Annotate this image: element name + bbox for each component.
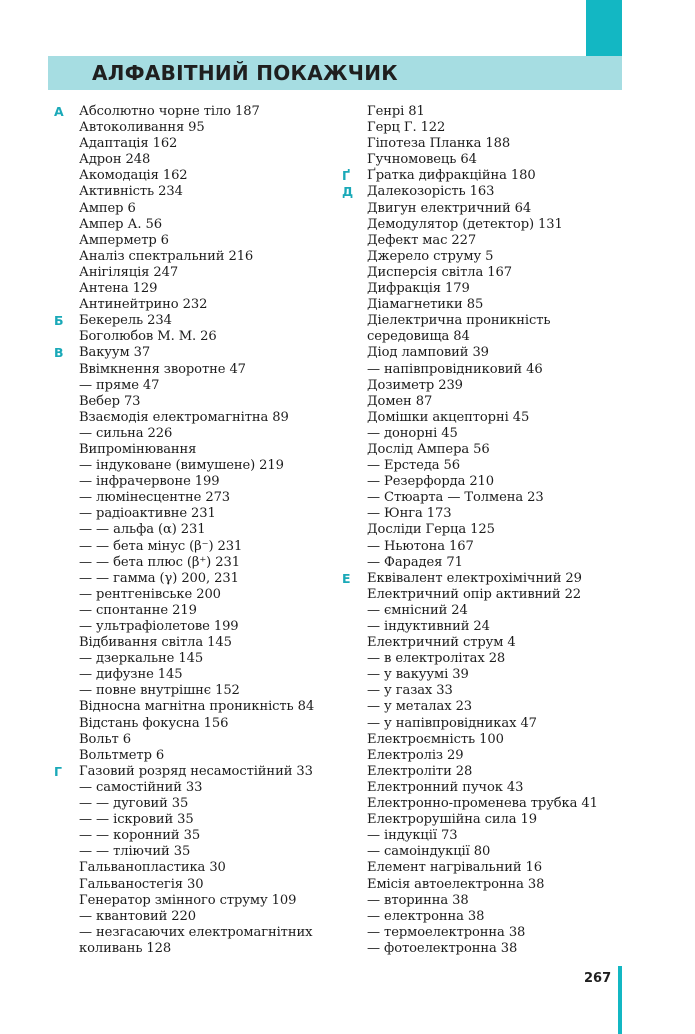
index-entry-text: коливань 128: [79, 940, 172, 956]
index-entry-text: Електроємність 100: [367, 731, 504, 747]
header-band: [48, 56, 622, 90]
index-entry-text: Вольтметр 6: [79, 747, 165, 763]
index-entry-text: Еквівалент електрохімічний 29: [367, 570, 582, 586]
index-entry-text: Електронний пучок 43: [367, 779, 524, 795]
index-entry-text: — Ерстеда 56: [367, 458, 461, 474]
index-entry-text: — у газах 33: [367, 683, 453, 699]
index-entry-text: Боголюбов М. М. 26: [79, 329, 217, 345]
index-entry: [342, 941, 622, 957]
index-entry: [342, 812, 622, 828]
index-entry-text: Антинейтрино 232: [79, 297, 208, 313]
index-entry-text: Діамагнетики 85: [367, 297, 484, 313]
index-entry-text: — — альфа (α) 231: [79, 522, 206, 538]
index-entry: [342, 394, 622, 410]
index-entry-text: — самоіндукції 80: [367, 844, 491, 860]
index-column-right: [342, 104, 622, 957]
index-entry-text: Генератор змінного струму 109: [79, 892, 297, 908]
index-entry: [54, 683, 339, 699]
index-entry-text: Адрон 248: [79, 152, 151, 168]
index-entry-text: Гучномовець 64: [367, 152, 477, 168]
index-entry-text: — дзеркальне 145: [79, 651, 204, 667]
index-entry-text: Ґратка дифракційна 180: [367, 168, 536, 184]
index-entry: [342, 555, 622, 571]
index-entry-text: — — бета мінус (β⁻) 231: [79, 538, 243, 554]
index-entry: [342, 378, 622, 394]
index-entry-text: Електричний струм 4: [367, 635, 516, 651]
index-entry: [342, 780, 622, 796]
index-entry: [342, 925, 622, 941]
index-entry-text: — вторинна 38: [367, 892, 469, 908]
index-entry-text: Акомодація 162: [79, 168, 188, 184]
index-entry-text: — Стюарта — Толмена 23: [367, 490, 544, 506]
index-entry-text: Домішки акцепторні 45: [367, 409, 530, 425]
index-entry-text: Автоколивання 95: [79, 120, 205, 136]
index-entry: [54, 184, 339, 200]
index-entry: [54, 699, 339, 715]
section-letter: Е: [342, 570, 351, 586]
index-entry: [342, 716, 622, 732]
index-entry: [342, 764, 622, 780]
index-column-left: [54, 104, 339, 957]
index-entry-text: Ампер 6: [79, 200, 136, 216]
index-entry: [54, 844, 339, 860]
index-entry-text: Амперметр 6: [79, 232, 169, 248]
page-number: 267: [584, 971, 612, 986]
index-entry-text: — дифузне 145: [79, 667, 183, 683]
index-entry-text: — рентгенівське 200: [79, 586, 221, 602]
index-entry: [54, 104, 339, 120]
index-entry: [342, 587, 622, 603]
index-entry: [54, 603, 339, 619]
index-entry: [54, 168, 339, 184]
index-entry-text: — в електролітах 28: [367, 651, 506, 667]
index-entry: [342, 893, 622, 909]
index-entry: [54, 394, 339, 410]
index-entry-text: — Ньютона 167: [367, 538, 474, 554]
index-entry: [342, 860, 622, 876]
index-entry: [342, 506, 622, 522]
index-entry-text: — пряме 47: [79, 377, 160, 393]
index-entry: [54, 555, 339, 571]
index-entry-text: Вакуум 37: [79, 345, 151, 361]
index-entry: [342, 410, 622, 426]
index-entry: [54, 796, 339, 812]
index-entry: [342, 249, 622, 265]
index-entry: [54, 217, 339, 233]
index-entry-text: — — тліючий 35: [79, 844, 191, 860]
index-entry-text: — — бета плюс (β⁺) 231: [79, 554, 240, 570]
top-accent-bar: [586, 0, 622, 56]
index-entry: [342, 619, 622, 635]
index-entry: [342, 603, 622, 619]
index-entry-text: Абсолютно чорне тіло 187: [79, 104, 260, 119]
index-entry: [54, 716, 339, 732]
index-entry: [342, 136, 622, 152]
index-entry: [54, 474, 339, 490]
index-entry-text: — індуковане (вимушене) 219: [79, 458, 284, 474]
index-entry-text: — радіоактивне 231: [79, 506, 216, 522]
index-entry-text: — донорні 45: [367, 425, 458, 441]
index-entry: [342, 329, 622, 345]
index-entry-text: — незгасаючих електромагнітних: [79, 924, 313, 940]
index-entry: [54, 265, 339, 281]
index-entry: [342, 217, 622, 233]
index-entry-text: — термоелектронна 38: [367, 924, 526, 940]
index-entry-text: Бекерель 234: [79, 313, 172, 329]
index-entry: [342, 844, 622, 860]
index-entry: [54, 780, 339, 796]
index-entry: [54, 667, 339, 683]
index-entry: [54, 877, 339, 893]
index-entry-text: Антена 129: [79, 281, 158, 297]
index-entry: [342, 909, 622, 925]
index-entry-text: Емісія автоелектронна 38: [367, 876, 545, 892]
index-entry: [342, 877, 622, 893]
index-entry: [342, 104, 622, 120]
index-entry: [54, 426, 339, 442]
index-entry-text: — Юнга 173: [367, 506, 452, 522]
footer-accent-bar: [618, 966, 622, 1034]
index-entry-text: Дифракція 179: [367, 281, 470, 297]
index-entry: [54, 522, 339, 538]
index-entry: [342, 426, 622, 442]
index-entry-text: Дисперсія світла 167: [367, 264, 512, 280]
index-entry: [54, 249, 339, 265]
index-entry-text: — — гамма (γ) 200, 231: [79, 570, 239, 586]
index-entry-text: — Фарадея 71: [367, 554, 463, 570]
section-letter: В: [54, 345, 64, 361]
index-entry: [54, 458, 339, 474]
section-letter: Б: [54, 313, 64, 329]
index-entry-text: Анігіляція 247: [79, 264, 179, 280]
index-entry-text: — Резерфорда 210: [367, 474, 495, 490]
index-entry-text: Дослід Ампера 56: [367, 441, 490, 457]
index-entry-text: Двигун електричний 64: [367, 200, 532, 216]
index-entry: [54, 313, 339, 329]
index-entry-text: Джерело струму 5: [367, 248, 494, 264]
index-entry: [342, 748, 622, 764]
index-entry: [342, 233, 622, 249]
page-title: АЛФАВІТНИЙ ПОКАЖЧИК: [92, 61, 398, 85]
index-entry-text: Аналіз спектральний 216: [79, 248, 254, 264]
index-entry: [342, 297, 622, 313]
index-entry: [54, 635, 339, 651]
index-entry: [342, 683, 622, 699]
index-entry: [342, 120, 622, 136]
index-entry-text: Гіпотеза Планка 188: [367, 136, 511, 152]
index-entry: [342, 442, 622, 458]
index-entry: [342, 571, 622, 587]
index-entry-text: Електроліз 29: [367, 747, 464, 763]
index-entry: [54, 925, 339, 941]
index-entry: [342, 635, 622, 651]
index-entry: [54, 619, 339, 635]
index-entry-text: Дефект мас 227: [367, 232, 477, 248]
index-entry-text: — сильна 226: [79, 425, 173, 441]
index-entry: [54, 136, 339, 152]
index-entry-text: Гальваностегія 30: [79, 876, 204, 892]
section-letter: А: [54, 104, 64, 119]
index-entry: [54, 442, 339, 458]
index-entry-text: — електронна 38: [367, 908, 485, 924]
index-entry: [342, 796, 622, 812]
index-entry: [54, 539, 339, 555]
index-entry: [54, 909, 339, 925]
index-entry-text: Відносна магнітна проникність 84: [79, 699, 315, 715]
index-entry: [342, 490, 622, 506]
index-entry-text: Вольт 6: [79, 731, 131, 747]
index-entry-text: Взаємодія електромагнітна 89: [79, 409, 289, 425]
index-entry: [54, 410, 339, 426]
index-entry: [342, 152, 622, 168]
index-entry-text: Випромінювання: [79, 441, 197, 457]
index-entry: [54, 587, 339, 603]
index-entry-text: — самостійний 33: [79, 779, 203, 795]
index-entry: [54, 233, 339, 249]
index-entry: [54, 297, 339, 313]
index-entry-text: Вебер 73: [79, 393, 141, 409]
index-entry: [54, 120, 339, 136]
index-entry: [54, 201, 339, 217]
index-entry: [54, 651, 339, 667]
index-entry-text: Електричний опір активний 22: [367, 586, 582, 602]
index-entry: [54, 812, 339, 828]
index-entry: [342, 313, 622, 329]
index-entry: [54, 571, 339, 587]
index-entry-text: — повне внутрішнє 152: [79, 683, 240, 699]
index-entry: [54, 893, 339, 909]
index-entry: [54, 362, 339, 378]
index-entry-text: — ультрафіолетове 199: [79, 619, 239, 634]
index-entry: [342, 458, 622, 474]
index-entry: [54, 490, 339, 506]
index-entry-text: — люмінесцентне 273: [79, 490, 231, 506]
index-entry-text: — — дуговий 35: [79, 796, 189, 812]
index-entry-text: Ввімкнення зворотне 47: [79, 361, 246, 377]
index-entry: [342, 362, 622, 378]
index-entry-text: Герц Г. 122: [367, 120, 446, 136]
index-entry-text: Демодулятор (детектор) 131: [367, 216, 563, 232]
index-entry-text: — — іскровий 35: [79, 812, 194, 828]
index-entry-text: Електрорушійна сила 19: [367, 812, 537, 828]
index-entry-text: — інфрачервоне 199: [79, 474, 220, 490]
index-entry-text: Газовий розряд несамостійний 33: [79, 763, 313, 779]
index-entry: [342, 474, 622, 490]
index-entry: [54, 828, 339, 844]
index-entry: [54, 941, 339, 957]
index-entry: [342, 699, 622, 715]
index-entry: [342, 539, 622, 555]
index-entry-text: Далекозорість 163: [367, 184, 495, 200]
section-letter: Д: [342, 184, 354, 200]
index-entry: [342, 201, 622, 217]
index-entry: [342, 828, 622, 844]
index-entry: [342, 281, 622, 297]
index-entry: [54, 860, 339, 876]
index-entry: [54, 764, 339, 780]
index-entry-text: — індуктивний 24: [367, 619, 490, 634]
index-entry-text: — фотоелектронна 38: [367, 940, 518, 956]
index-entry-text: Активність 234: [79, 184, 183, 200]
index-entry: [54, 506, 339, 522]
index-entry-text: — у напівпровідниках 47: [367, 715, 537, 731]
index-entry: [342, 345, 622, 361]
index-entry-text: — у вакуумі 39: [367, 667, 469, 683]
index-entry-text: — індукції 73: [367, 828, 458, 844]
index-entry-text: Відстань фокусна 156: [79, 715, 229, 731]
index-entry-text: Дозиметр 239: [367, 377, 463, 393]
index-entry-text: — — коронний 35: [79, 828, 201, 844]
index-entry-text: Електронно-променева трубка 41: [367, 796, 598, 812]
index-entry-text: Електроліти 28: [367, 763, 473, 779]
index-entry-text: Досліди Герца 125: [367, 522, 495, 538]
index-entry: [54, 281, 339, 297]
index-entry: [54, 345, 339, 361]
index-entry-text: Елемент нагрівальний 16: [367, 860, 542, 876]
index-entry: [54, 748, 339, 764]
index-entry: [342, 184, 622, 200]
section-letter: Г: [54, 763, 62, 779]
index-entry-text: — у металах 23: [367, 699, 473, 715]
index-entry-text: середовища 84: [367, 329, 470, 345]
index-entry: [54, 378, 339, 394]
index-entry-text: Генрі 81: [367, 104, 425, 119]
index-entry-text: — квантовий 220: [79, 908, 196, 924]
index-entry-text: Домен 87: [367, 393, 433, 409]
index-entry: [342, 667, 622, 683]
index-entry-text: Діод ламповий 39: [367, 345, 489, 361]
section-letter: Ґ: [342, 168, 350, 184]
index-entry: [342, 732, 622, 748]
index-entry-text: — напівпровідниковий 46: [367, 361, 543, 377]
index-entry-text: — спонтанне 219: [79, 602, 197, 618]
index-entry: [342, 168, 622, 184]
index-entry-text: Діелектрична проникність: [367, 313, 551, 329]
index-entry: [342, 522, 622, 538]
index-entry-text: Гальванопластика 30: [79, 860, 226, 876]
index-entry: [54, 329, 339, 345]
index-entry-text: Адаптація 162: [79, 136, 178, 152]
index-entry-text: — ємнісний 24: [367, 602, 468, 618]
index-entry: [342, 651, 622, 667]
index-entry: [54, 732, 339, 748]
index-entry: [342, 265, 622, 281]
index-entry-text: Ампер А. 56: [79, 216, 162, 232]
index-entry: [54, 152, 339, 168]
index-entry-text: Відбивання світла 145: [79, 635, 232, 651]
